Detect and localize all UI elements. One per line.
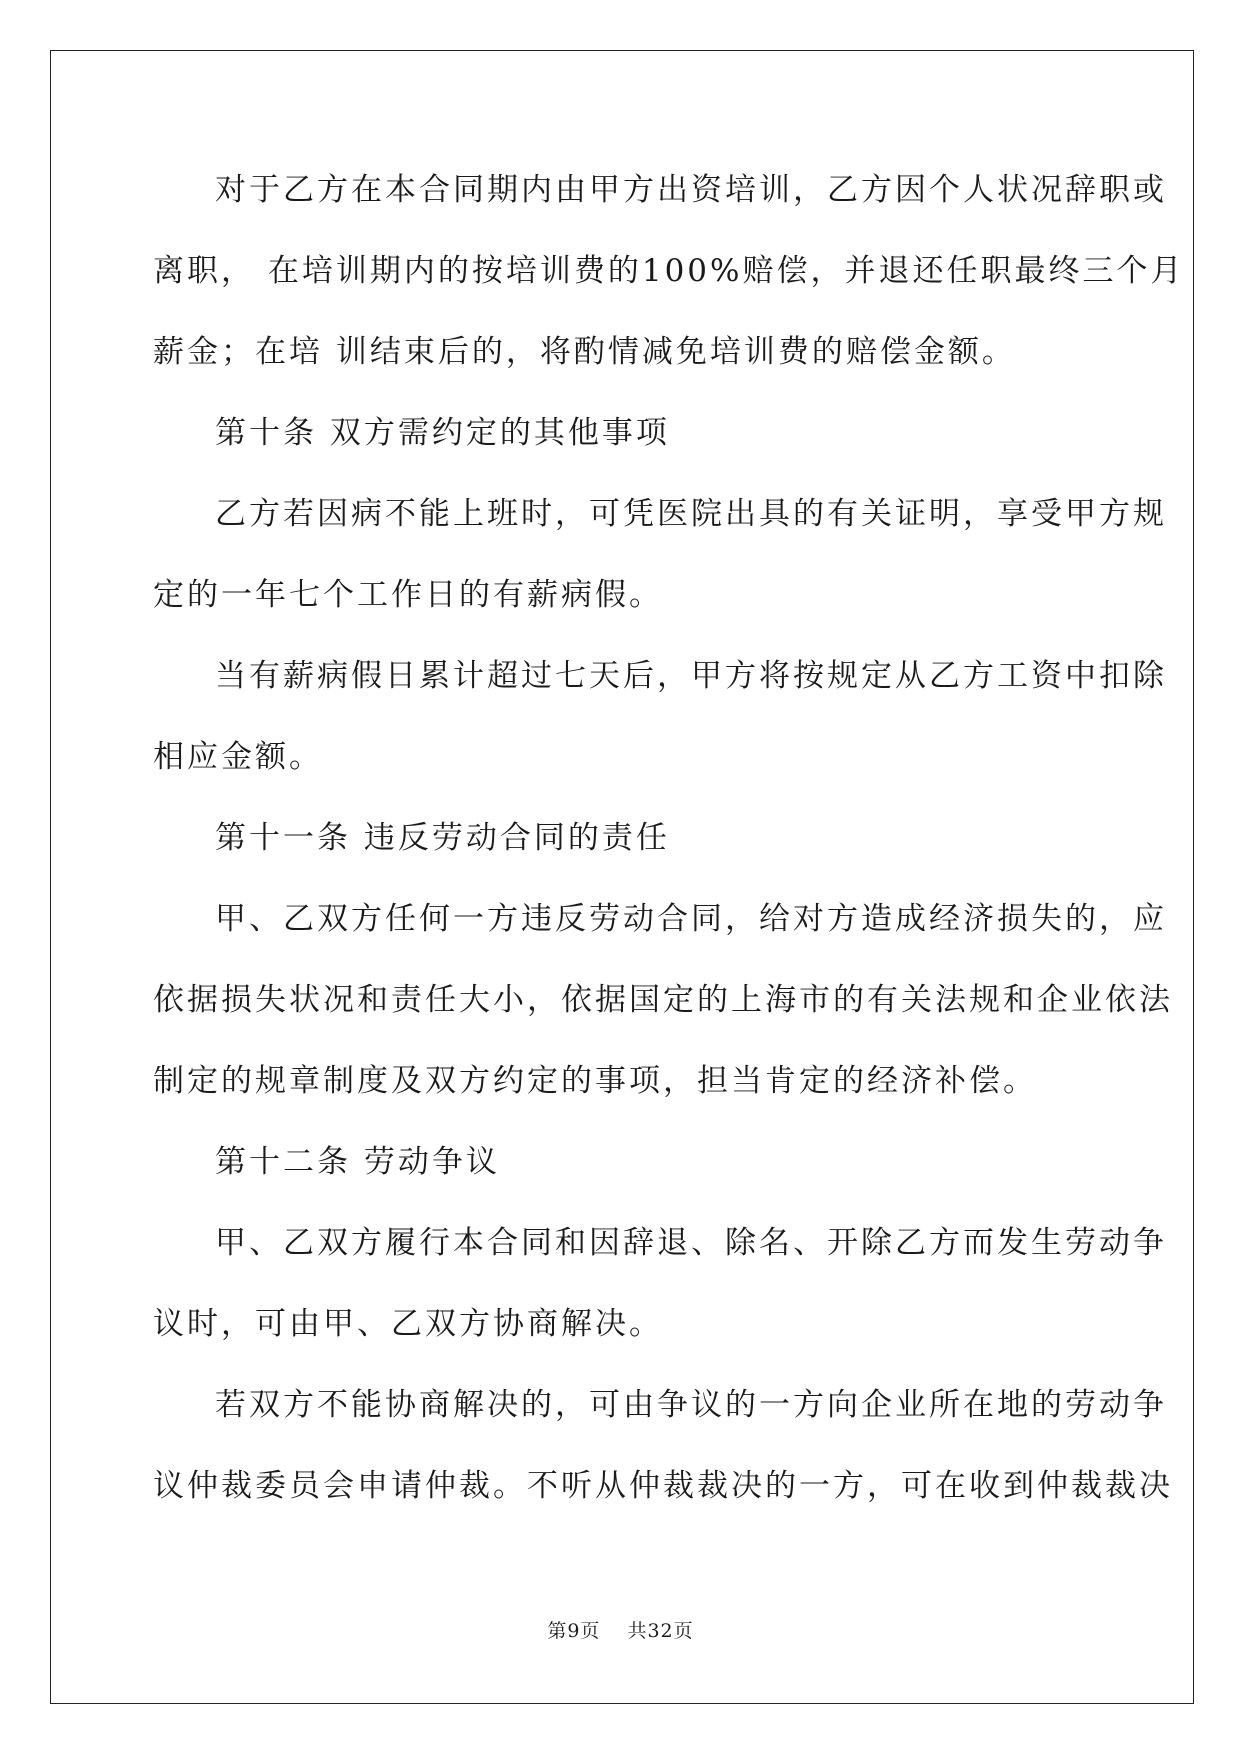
page-footer xyxy=(0,1616,1241,1643)
paragraph-line: 相应金额。 xyxy=(153,739,323,775)
paragraph-line: 议时，可由甲、乙双方协商解决。 xyxy=(153,1306,663,1342)
paragraph-line: 甲、乙双方履行本合同和因辞退、除名、开除乙方而发生劳动争 xyxy=(215,1225,1167,1261)
paragraph-line: 甲、乙双方任何一方违反劳动合同，给对方造成经济损失的，应 xyxy=(215,901,1167,937)
paragraph-line: 离职， 在培训期内的按培训费的100%赔偿，并退还任职最终三个月 xyxy=(153,253,1185,289)
paragraph-line: 薪金；在培 训结束后的，将酌情减免培训费的赔偿金额。 xyxy=(153,334,1016,370)
article-heading: 第十条 双方需约定的其他事项 xyxy=(215,415,670,451)
paragraph-line: 当有薪病假日累计超过七天后，甲方将按规定从乙方工资中扣除 xyxy=(215,658,1167,694)
paragraph-line: 若双方不能协商解决的，可由争议的一方向企业所在地的劳动争 xyxy=(215,1387,1167,1423)
paragraph-line: 定的一年七个工作日的有薪病假。 xyxy=(153,577,663,613)
paragraph-line: 依据损失状况和责任大小，依据国定的上海市的有关法规和企业依法 xyxy=(153,982,1173,1018)
total-pages: 共32页 xyxy=(627,1620,694,1642)
paragraph-line: 乙方若因病不能上班时，可凭医院出具的有关证明，享受甲方规 xyxy=(215,496,1167,532)
document-body xyxy=(153,150,1185,1527)
paragraph-line: 议仲裁委员会申请仲裁。不听从仲裁裁决的一方，可在收到仲裁裁决 xyxy=(153,1468,1173,1504)
paragraph-line: 对于乙方在本合同期内由甲方出资培训，乙方因个人状况辞职或 xyxy=(215,172,1167,208)
article-heading: 第十一条 违反劳动合同的责任 xyxy=(215,820,670,856)
article-heading: 第十二条 劳动争议 xyxy=(215,1144,500,1180)
page-number: 第9页 xyxy=(547,1620,601,1642)
paragraph-line: 制定的规章制度及双方约定的事项，担当肯定的经济补偿。 xyxy=(153,1063,1037,1099)
